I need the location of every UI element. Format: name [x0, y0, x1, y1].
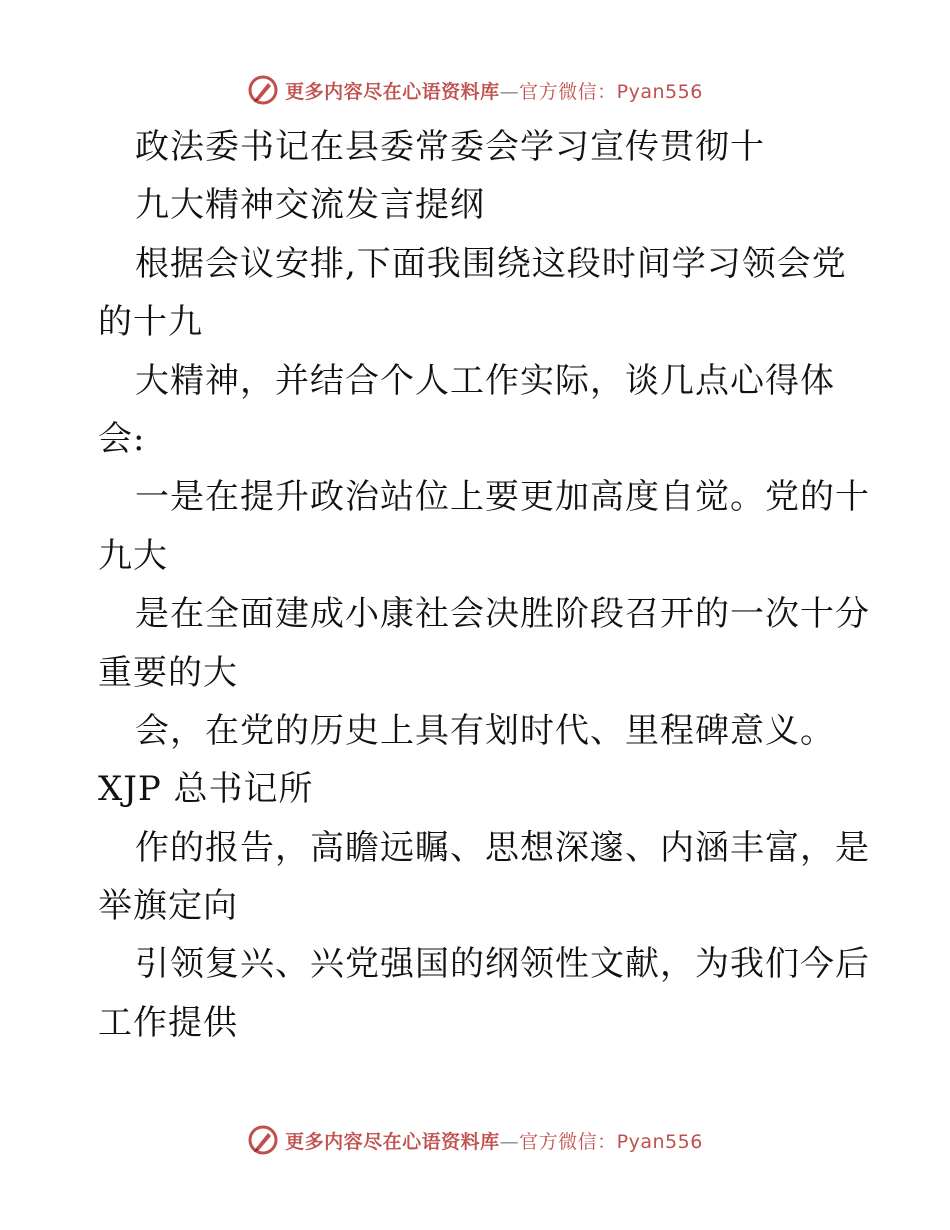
paragraph-line: 大精神，并结合个人工作实际，谈几点心得体	[135, 360, 835, 401]
paragraph-line: 是在全面建成小康社会决胜阶段召开的一次十分	[135, 594, 870, 635]
footer-banner-content	[247, 1124, 703, 1156]
document-title-line-1: 政法委书记在县委常委会学习宣传贯彻十	[135, 127, 765, 167]
paragraph-line: 一是在提升政治站位上要更加高度自觉。党的十	[135, 477, 870, 518]
footer-banner-text	[285, 1127, 703, 1154]
paragraph-line: 引领复兴、兴党强国的纲领性文献，为我们今后	[135, 944, 870, 985]
paragraph-line: 会，在党的历史上具有划时代、里程碑意义。	[135, 710, 835, 751]
paragraph-line: 九大	[98, 535, 168, 576]
paragraph-line: 的十九	[98, 302, 203, 343]
paragraph-line: 重要的大	[98, 652, 238, 693]
footer-banner-main-text: 更多内容尽在心语资料库	[285, 1130, 500, 1153]
header-banner-wechat: 官方微信：Pyan556	[519, 80, 703, 103]
paragraph-line: 会:	[98, 418, 146, 459]
header-banner-content	[247, 74, 703, 106]
document-title-line-2: 九大精神交流发言提纲	[135, 185, 485, 226]
quill-pen-logo-icon	[247, 74, 279, 106]
footer-banner-separator: —	[499, 1130, 520, 1153]
quill-pen-logo-icon	[247, 1124, 279, 1156]
header-banner-text	[285, 77, 703, 104]
paragraph-line: XJP 总书记所	[98, 769, 314, 810]
paragraph-line: 工作提供	[98, 1002, 238, 1043]
header-banner	[0, 70, 950, 110]
document-body	[98, 118, 898, 1052]
footer-banner	[0, 1120, 950, 1160]
paragraph-line: 作的报告，高瞻远瞩、思想深邃、内涵丰富，是	[135, 827, 870, 868]
paragraph-line: 举旗定向	[98, 886, 238, 927]
header-banner-main-text: 更多内容尽在心语资料库	[285, 80, 500, 103]
footer-banner-wechat: 官方微信：Pyan556	[519, 1130, 703, 1153]
paragraph-line: 根据会议安排,下面我围绕这段时间学习领会党	[135, 243, 847, 284]
header-banner-separator: —	[499, 80, 520, 103]
